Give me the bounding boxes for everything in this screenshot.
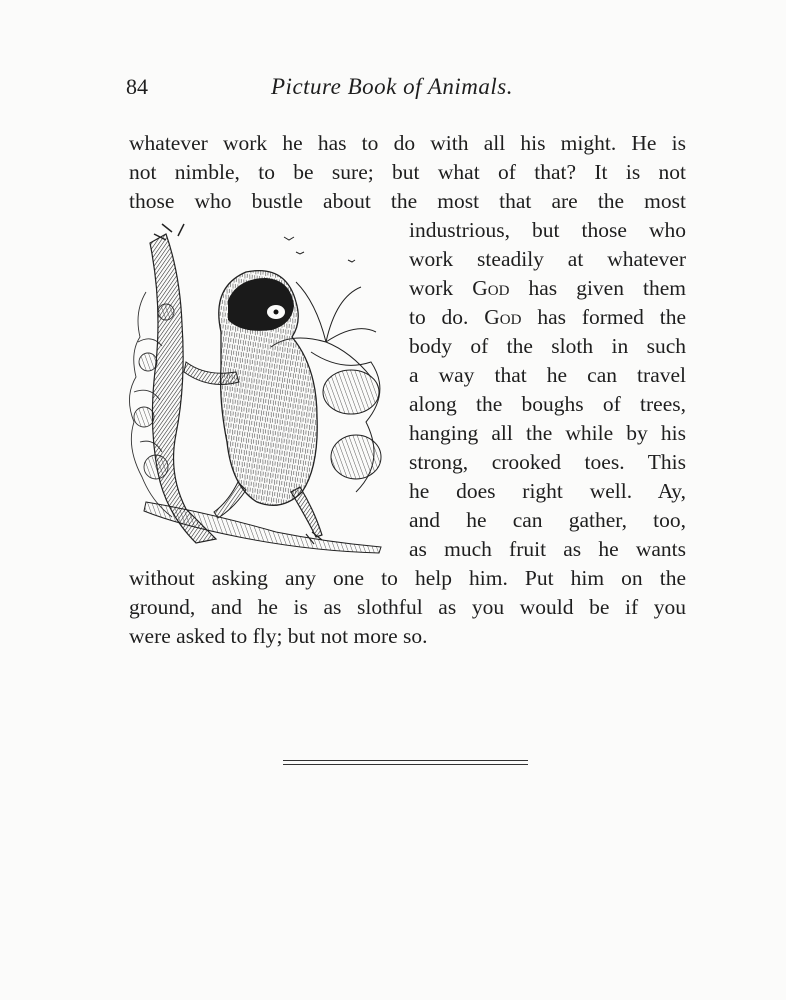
sloth-illustration — [126, 222, 388, 557]
ground-branch — [144, 502, 381, 553]
text-line: strong, crooked toes. This — [409, 450, 686, 474]
section-rule — [283, 760, 528, 761]
small-caps-word: God — [484, 305, 522, 329]
text-line: not nimble, to be sure; but what of that? It is not — [129, 160, 686, 184]
text-line: work God has given them — [409, 276, 686, 300]
bird-marks — [284, 237, 355, 262]
text-line: along the boughs of trees, — [409, 392, 686, 416]
small-caps-word: God — [472, 276, 510, 300]
text-line: were asked to fly; but not more so. — [129, 624, 428, 648]
text-line: as much fruit as he wants — [409, 537, 686, 561]
running-header — [126, 74, 686, 106]
text-line: hanging all the while by his — [409, 421, 686, 445]
text-line: to do. God has formed the — [409, 305, 686, 329]
text-line: body of the sloth in such — [409, 334, 686, 358]
page-number: 84 — [126, 74, 148, 99]
text-line: a way that he can travel — [409, 363, 686, 387]
text-line: without asking any one to help him. Put him on the — [129, 566, 686, 590]
text-line: work steadily at whatever — [409, 247, 686, 271]
running-title: Picture Book of Animals. — [271, 74, 513, 99]
tree-trunk — [150, 224, 216, 543]
text-line: industrious, but those who — [409, 218, 686, 242]
text-line: and he can gather, too, — [409, 508, 686, 532]
sloth-figure — [184, 271, 322, 544]
section-rule — [283, 764, 528, 765]
text-line: whatever work he has to do with all his might. He is — [129, 131, 686, 155]
text-line: he does right well. Ay, — [409, 479, 686, 503]
text-line: ground, and he is as slothful as you would be if you — [129, 595, 686, 619]
text-line: those who bustle about the most that are the most — [129, 189, 686, 213]
